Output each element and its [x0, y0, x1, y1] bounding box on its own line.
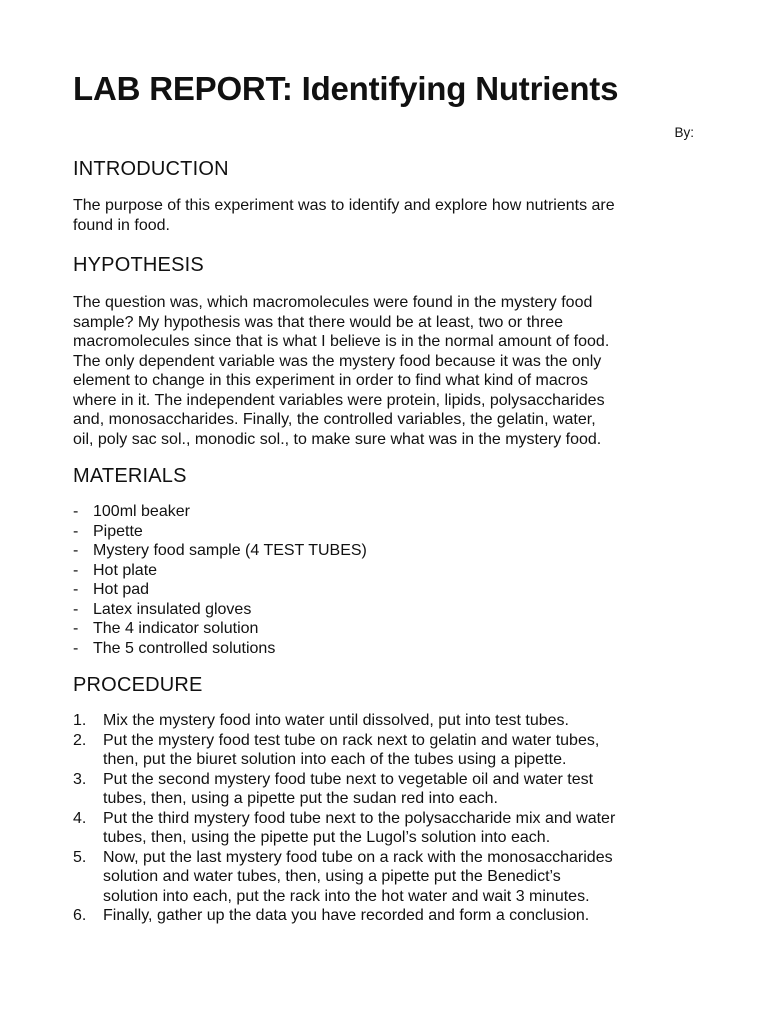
materials-item-label: Latex insulated gloves	[93, 600, 252, 618]
procedure-step-line: tubes, then, using the pipette put the Lugol’s solution into each.	[103, 829, 551, 846]
hypothesis-heading: HYPOTHESIS	[73, 254, 204, 276]
hypothesis-line: The only dependent variable was the mystery food because it was the only	[73, 352, 602, 370]
materials-item-label: The 4 indicator solution	[93, 620, 259, 637]
procedure-step	[73, 770, 697, 809]
materials-item	[73, 580, 697, 600]
page-title: LAB REPORT: Identifying Nutrients	[73, 70, 619, 107]
hypothesis-line: The question was, which macromolecules were found in the mystery food	[73, 294, 593, 311]
document-body	[73, 156, 697, 926]
materials-item-label: Hot pad	[93, 581, 150, 598]
hypothesis-line: macromolecules since that is what I believe is in the normal amount of food.	[73, 333, 610, 350]
procedure-step	[73, 711, 697, 731]
materials-item-label: Mystery food sample (4 TEST TUBES)	[93, 542, 367, 559]
step-number: 5.	[73, 848, 87, 866]
materials-item-label: The 5 controlled solutions	[93, 639, 276, 657]
procedure-step-line: tubes, then, using a pipette put the sudan red into each.	[103, 790, 498, 807]
materials-item-label: 100ml beaker	[93, 503, 190, 520]
materials-item-label: Hot plate	[93, 561, 158, 579]
introduction-paragraph	[73, 196, 697, 235]
byline: By:	[674, 125, 694, 140]
introduction-line: found in food.	[73, 216, 170, 234]
hypothesis-line: and, monosaccharides. Finally, the controlled variables, the gelatin, water,	[73, 411, 596, 428]
procedure-step-line: then, put the biuret solution into each of the tubes using a pipette.	[103, 751, 567, 768]
procedure-list	[73, 711, 697, 926]
list-dash: -	[73, 639, 79, 657]
list-dash: -	[73, 620, 79, 637]
materials-item	[73, 541, 697, 561]
step-number: 2.	[73, 731, 87, 749]
procedure-step-line: Put the mystery food test tube on rack next to gelatin and water tubes,	[103, 731, 600, 749]
procedure-step-line: solution and water tubes, then, using a pipette put the Benedict’s	[103, 868, 561, 885]
hypothesis-line: oil, poly sac sol., monodic sol., to make sure what was in the mystery food.	[73, 430, 602, 448]
hypothesis-line: element to change in this experiment in order to find what kind of macros	[73, 372, 588, 389]
materials-item	[73, 561, 697, 581]
procedure-step	[73, 848, 697, 907]
materials-heading: MATERIALS	[73, 465, 187, 487]
list-dash: -	[73, 561, 79, 579]
procedure-heading: PROCEDURE	[73, 674, 203, 696]
procedure-step	[73, 809, 697, 848]
introduction-heading: INTRODUCTION	[73, 158, 229, 180]
step-number: 3.	[73, 770, 87, 788]
materials-item	[73, 600, 697, 620]
step-number: 4.	[73, 809, 87, 827]
procedure-step-line: Put the second mystery food tube next to vegetable oil and water test	[103, 770, 594, 788]
hypothesis-line: sample? My hypothesis was that there would be at least, two or three	[73, 313, 564, 331]
procedure-step-line: Now, put the last mystery food tube on a rack with the monosaccharides	[103, 848, 613, 866]
list-dash: -	[73, 522, 79, 540]
procedure-step	[73, 906, 697, 926]
step-number: 1.	[73, 712, 87, 729]
procedure-step	[73, 731, 697, 770]
procedure-step-line: Finally, gather up the data you have recorded and form a conclusion.	[103, 907, 590, 924]
list-dash: -	[73, 542, 79, 559]
procedure-step-line: Mix the mystery food into water until dissolved, put into test tubes.	[103, 712, 569, 729]
materials-item	[73, 639, 697, 659]
materials-list	[73, 502, 697, 658]
procedure-step-line: Put the third mystery food tube next to the polysaccharide mix and water	[103, 809, 616, 827]
list-dash: -	[73, 600, 79, 618]
materials-item	[73, 522, 697, 542]
list-dash: -	[73, 581, 79, 598]
materials-item	[73, 619, 697, 639]
list-dash: -	[73, 503, 79, 520]
materials-item	[73, 502, 697, 522]
hypothesis-paragraph	[73, 293, 697, 449]
introduction-line: The purpose of this experiment was to identify and explore how nutrients are	[73, 197, 615, 214]
procedure-step-line: solution into each, put the rack into the hot water and wait 3 minutes.	[103, 887, 590, 905]
step-number: 6.	[73, 907, 87, 924]
hypothesis-line: where in it. The independent variables were protein, lipids, polysaccharides	[73, 391, 605, 409]
materials-item-label: Pipette	[93, 522, 143, 540]
